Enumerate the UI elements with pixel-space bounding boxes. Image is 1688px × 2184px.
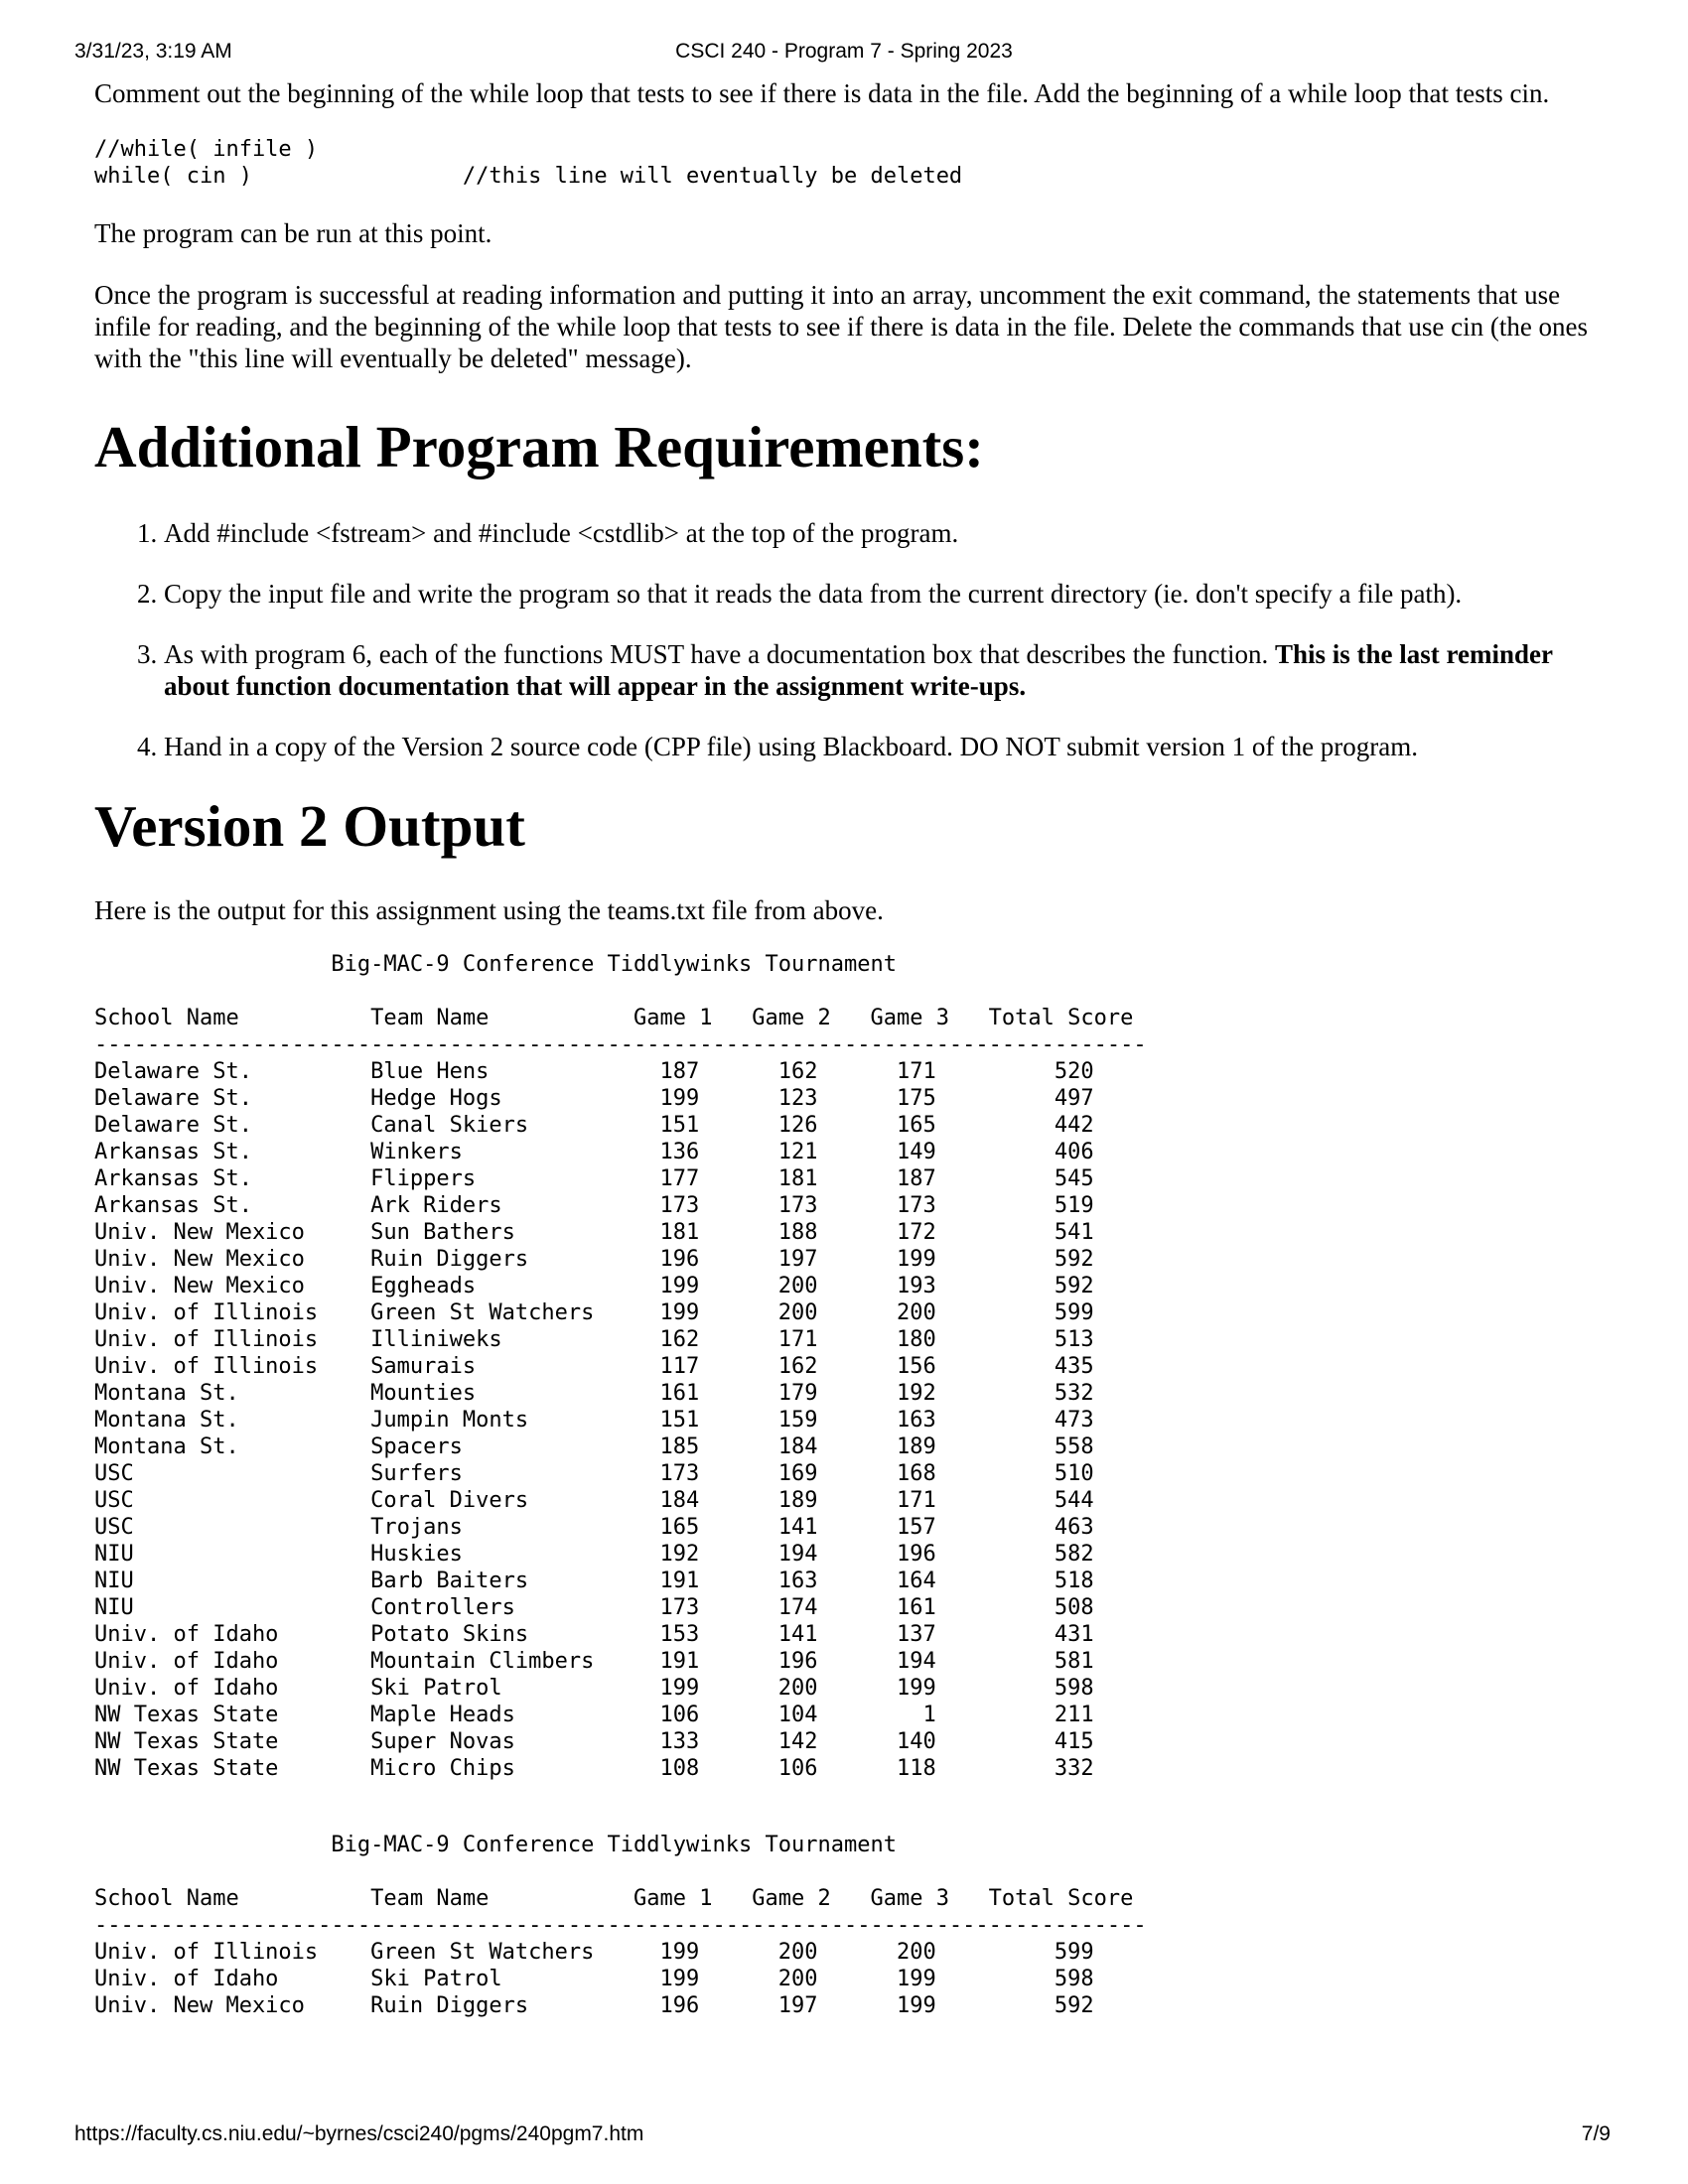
program-output-sorted: Big-MAC-9 Conference Tiddlywinks Tournament School Name Team Name Game 1 Game 2 Game 3 Total Score -------------------------------------------------------------------------------- Univ. of Illinois Green St Watchers 199 200 200 599 Univ. of Idaho Ski Patrol 199 200 199 598 Univ. New Mexico Ruin Diggers 196 197 199 592 — [94, 1833, 1147, 2018]
requirements-list — [94, 517, 1614, 762]
page-footer — [0, 2122, 1688, 2152]
page-number: 7/9 — [1581, 2122, 1611, 2145]
intro-paragraph-3: Once the program is successful at reading information and putting it into an array, uncomment the exit command, the statements that use infile for reading, and the beginning of the while loop that tests to see if there is data in the file. Delete the commands that use cin (the ones with the "this line will eventually be deleted" message). — [94, 280, 1589, 373]
output-heading: Version 2 Output — [94, 793, 525, 859]
program-output-full: Big-MAC-9 Conference Tiddlywinks Tournament School Name Team Name Game 1 Game 2 Game 3 Total Score -------------------------------------------------------------------------------- Delaware St. Blue Hens 187 162 171 520 Delaware St. Hedge Hogs 199 123 175 497 Delaware St. Canal Skiers 151 126 165 442 Arkansas St. Winkers 136 121 149 406 Arkansas St. Flippers 177 181 187 545 Arkansas St. Ark Riders 173 173 173 519 Univ. New Mexico Sun Bathers 181 188 172 541 Univ. New Mexico Ruin Diggers 196 197 199 592 Univ. New Mexico Eggheads 199 200 193 592 Univ. of Illinois Green St Watchers 199 200 200 599 Univ. of Illinois Illiniweks 162 171 180 513 Univ. of Illinois Samurais 117 162 156 435 Montana St. Mounties 161 179 192 532 Montana St. Jumpin Monts 151 159 163 473 Montana St. Spacers 185 184 189 558 USC Surfers 173 169 168 510 USC Coral Divers 184 189 171 544 USC Trojans 165 141 157 463 NIU Huskies 192 194 196 582 NIU Barb Baiters 191 163 164 518 NIU Controllers 173 174 161 508 Univ. of Idaho Potato Skins 153 141 137 431 Univ. of Idaho Mountain Climbers 191 196 194 581 Univ. of Idaho Ski Patrol 199 200 199 598 NW Texas State Maple Heads 106 104 1 211 NW Texas State Super Novas 133 142 140 415 NW Texas State Micro Chips 108 106 118 332 — [94, 952, 1147, 1781]
intro-paragraph-1: Comment out the beginning of the while loop that tests to see if there is data in the file. Add the beginning of a while loop that tests cin. — [94, 78, 1550, 108]
requirement-item: 2. Copy the input file and write the program so that it reads the data from the current directory (ie. don't specify a file path). — [164, 578, 1614, 610]
requirement-item: 4. Hand in a copy of the Version 2 source code (CPP file) using Blackboard. DO NOT submit version 1 of the program. — [164, 731, 1614, 762]
requirement-item: 1. Add #include <fstream> and #include <cstdlib> at the top of the program. — [164, 517, 1614, 549]
page-header — [0, 40, 1688, 69]
document-body — [94, 77, 1614, 2019]
requirement-text: As with program 6, each of the functions MUST have a documentation box that describes the function. — [164, 639, 1275, 669]
requirement-item — [164, 638, 1614, 702]
output-intro: Here is the output for this assignment using the teams.txt file from above. — [94, 895, 884, 925]
requirement-bold-text: This is the last reminder about function documentation that will appear in the assignment write-ups. — [164, 639, 1553, 701]
page-url: https://faculty.cs.niu.edu/~byrnes/csci240/pgms/240pgm7.htm — [74, 2122, 644, 2145]
print-datetime: 3/31/23, 3:19 AM — [74, 40, 232, 63]
requirements-heading: Additional Program Requirements: — [94, 414, 984, 479]
page-title: CSCI 240 - Program 7 - Spring 2023 — [675, 40, 1013, 63]
intro-paragraph-2: The program can be run at this point. — [94, 218, 492, 248]
while-loop-code: //while( infile ) while( cin ) //this line will eventually be deleted — [94, 137, 963, 189]
